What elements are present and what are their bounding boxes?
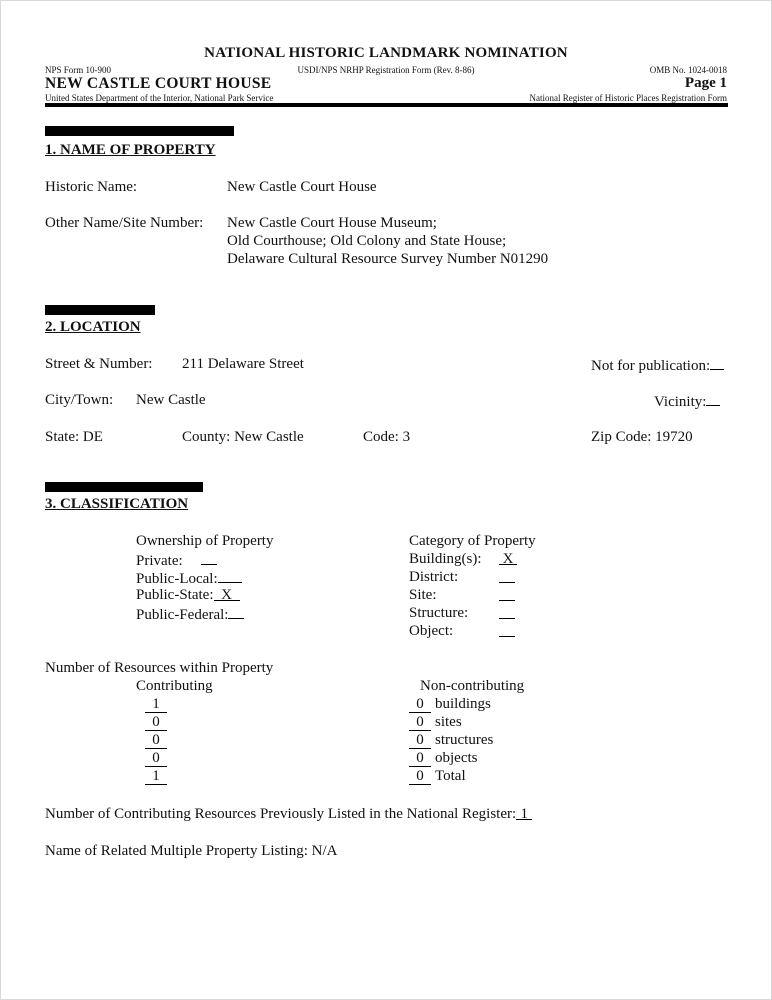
section-heading-classification: 3. CLASSIFICATION (45, 496, 189, 512)
noncontributing-count: 0 (409, 733, 431, 749)
category-mark (499, 586, 515, 601)
ownership-label: Public-Local: (136, 571, 218, 587)
ownership-label: Public-State: (136, 587, 214, 603)
category-mark (499, 604, 515, 619)
ownership-label: Private: (136, 553, 183, 569)
category-label: District: (409, 569, 459, 585)
contributing-count: 0 (145, 751, 167, 767)
category-mark (499, 622, 515, 637)
ownership-mark (228, 604, 244, 619)
vicinity-label: Vicinity: (654, 394, 707, 410)
category-mark (499, 568, 515, 583)
resource-type: Total (435, 768, 466, 784)
section-heading-name: 1. NAME OF PROPERTY (45, 142, 216, 158)
category-label: Object: (409, 623, 454, 639)
document-title: NATIONAL HISTORIC LANDMARK NOMINATION (204, 45, 568, 61)
contributing-count: 0 (145, 715, 167, 731)
county-field: County: New Castle (182, 429, 304, 445)
noncontributing-count: 0 (409, 715, 431, 731)
contributing-count: 1 (145, 769, 167, 785)
omb-number: OMB No. 1024-0018 (649, 65, 727, 75)
not-for-publication-blank (710, 355, 724, 370)
city-value: New Castle (136, 392, 206, 408)
ownership-row (136, 568, 242, 588)
ownership-row (136, 604, 244, 624)
previously-listed (45, 805, 532, 823)
ownership-mark (218, 568, 242, 583)
section-bar-1 (45, 126, 234, 136)
contributing-count: 0 (145, 733, 167, 749)
ownership-title: Ownership of Property (136, 533, 274, 549)
ownership-mark: X (214, 586, 240, 601)
department-line: United States Department of the Interior, National Park Service (45, 93, 274, 103)
historic-name-value: New Castle Court House (227, 179, 377, 195)
not-for-publication-label: Not for publication: (591, 358, 711, 374)
other-name-line: Delaware Cultural Resource Survey Number N01290 (227, 251, 549, 267)
related-listing: Name of Related Multiple Property Listing: N/A (45, 843, 338, 859)
contributing-header: Contributing (136, 678, 213, 694)
noncontributing-count: 0 (409, 751, 431, 767)
noncontributing-count: 0 (409, 697, 431, 713)
zip-field: Zip Code: 19720 (591, 429, 693, 445)
category-label: Structure: (409, 605, 469, 621)
city-label: City/Town: (45, 392, 114, 408)
category-label: Building(s): (409, 551, 482, 567)
vicinity (654, 391, 720, 411)
form-subtitle: USDI/NPS NRHP Registration Form (Rev. 8-86) (297, 65, 475, 75)
section-heading-location: 2. LOCATION (45, 319, 141, 335)
resource-type: buildings (435, 696, 491, 712)
previously-listed-label: Number of Contributing Resources Previously Listed in the National Register: (45, 806, 517, 822)
resources-title: Number of Resources within Property (45, 660, 274, 676)
ownership-row (136, 586, 240, 604)
not-for-publication (591, 355, 724, 375)
vicinity-blank (706, 391, 720, 406)
category-label: Site: (409, 587, 437, 603)
section-bar-3 (45, 482, 203, 492)
ownership-mark (201, 550, 217, 565)
historic-name-label: Historic Name: (45, 179, 138, 195)
ownership-label: Public-Federal: (136, 607, 229, 623)
register-line: National Register of Historic Places Registration Form (529, 93, 727, 103)
page-number: Page 1 (684, 75, 727, 91)
category-title: Category of Property (409, 533, 536, 549)
contributing-count: 1 (145, 697, 167, 713)
noncontributing-count: 0 (409, 769, 431, 785)
ownership-row (136, 550, 217, 570)
resource-type: objects (435, 750, 478, 766)
resource-type: sites (435, 714, 462, 730)
section-bar-2 (45, 305, 155, 315)
street-value: 211 Delaware Street (182, 356, 304, 372)
header-rule (45, 103, 728, 107)
other-name-line: Old Courthouse; Old Colony and State House; (227, 233, 507, 249)
noncontributing-header: Non-contributing (420, 678, 525, 694)
other-name-label: Other Name/Site Number: (45, 215, 204, 231)
property-name-header: NEW CASTLE COURT HOUSE (45, 75, 272, 92)
state-field: State: DE (45, 429, 103, 445)
resource-type: structures (435, 732, 494, 748)
other-name-line: New Castle Court House Museum; (227, 215, 437, 231)
category-mark: X (499, 550, 517, 565)
code-field: Code: 3 (363, 429, 411, 445)
street-label: Street & Number: (45, 356, 153, 372)
form-number: NPS Form 10-900 (45, 65, 112, 75)
previously-listed-value: 1 (516, 805, 532, 820)
